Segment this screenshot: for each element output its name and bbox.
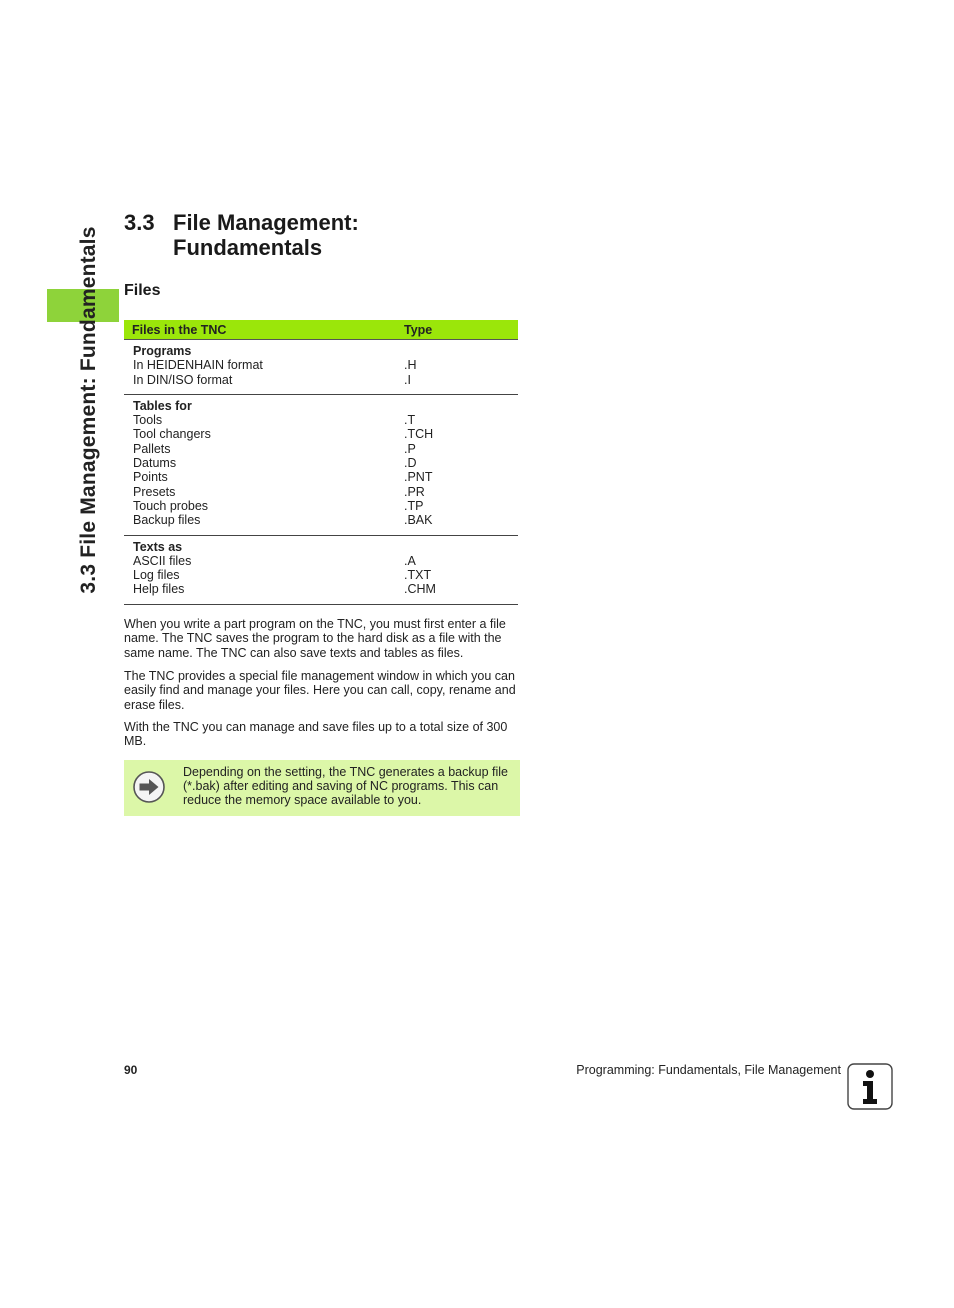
note-text: Depending on the setting, the TNC generates a backup file (*.bak) after editing and saving of NC programs. This can reduce the memory space available to you. (183, 765, 508, 808)
table-row (124, 535, 518, 604)
section-title-line2: Fundamentals (173, 235, 323, 260)
file-type: .PNT (404, 470, 433, 485)
file-type: .BAK (404, 513, 433, 528)
header-files: Files in the TNC (124, 320, 404, 340)
file-type: .I (404, 372, 411, 387)
paragraph-storage: With the TNC you can manage and save files up to a total size of 300 MB. (124, 720, 508, 749)
footer-chapter-text: Programming: Fundamentals, File Management (576, 1063, 841, 1077)
file-name: Presets (133, 484, 176, 499)
file-name: In DIN/ISO format (133, 372, 233, 387)
table-header-row (124, 320, 518, 340)
section-title (124, 210, 359, 260)
subsection-title: Files (124, 282, 161, 299)
group-heading: Tables for (133, 398, 192, 413)
paragraph-intro: When you write a part program on the TNC, you must first enter a file name. The TNC saves the program to the hard disk as a file with the same name. The TNC can also save texts and tables as files. (124, 617, 506, 660)
file-name: Datums (133, 456, 177, 471)
paragraph-file-manager: The TNC provides a special file management window in which you can easily find and manage your files. Here you can call, copy, rename and erase files. (124, 669, 516, 712)
file-name: Tools (133, 413, 163, 428)
group-heading: Texts as (133, 539, 183, 554)
file-name: Log files (133, 568, 180, 583)
file-type: .D (404, 456, 417, 471)
group-types-cell (404, 394, 518, 535)
file-type: .CHM (404, 582, 436, 597)
group-heading: Programs (133, 344, 192, 358)
arrow-right-icon (133, 771, 165, 803)
table-row (124, 394, 518, 535)
file-name: ASCII files (133, 553, 192, 568)
file-types-table (124, 320, 518, 605)
page-number: 90 (124, 1063, 138, 1077)
file-name: In HEIDENHAIN format (133, 358, 263, 373)
file-type: .TP (404, 498, 424, 513)
table-row (124, 340, 518, 395)
file-name: Touch probes (133, 498, 209, 513)
group-names-cell (124, 340, 404, 395)
section-title-line1: File Management: (173, 210, 359, 235)
file-name: Backup files (133, 513, 201, 528)
file-type: .A (404, 553, 416, 568)
note-box (124, 760, 520, 816)
file-type: .P (404, 441, 416, 456)
info-icon (847, 1063, 893, 1110)
header-type: Type (404, 320, 518, 340)
group-types-cell (404, 340, 518, 395)
file-type: .TCH (404, 427, 434, 442)
file-type: .H (404, 358, 417, 373)
group-types-cell (404, 535, 518, 604)
file-name: Points (133, 470, 168, 485)
file-name: Tool changers (133, 427, 211, 442)
sidebar-chapter-title: 3.3 File Management: Fundamentals (77, 226, 100, 594)
file-name: Pallets (133, 441, 171, 456)
file-name: Help files (133, 582, 185, 597)
group-names-cell (124, 535, 404, 604)
group-names-cell (124, 394, 404, 535)
file-type: .TXT (404, 568, 432, 583)
section-number: 3.3 (124, 210, 155, 235)
file-type: .T (404, 413, 416, 428)
file-type: .PR (404, 484, 425, 499)
